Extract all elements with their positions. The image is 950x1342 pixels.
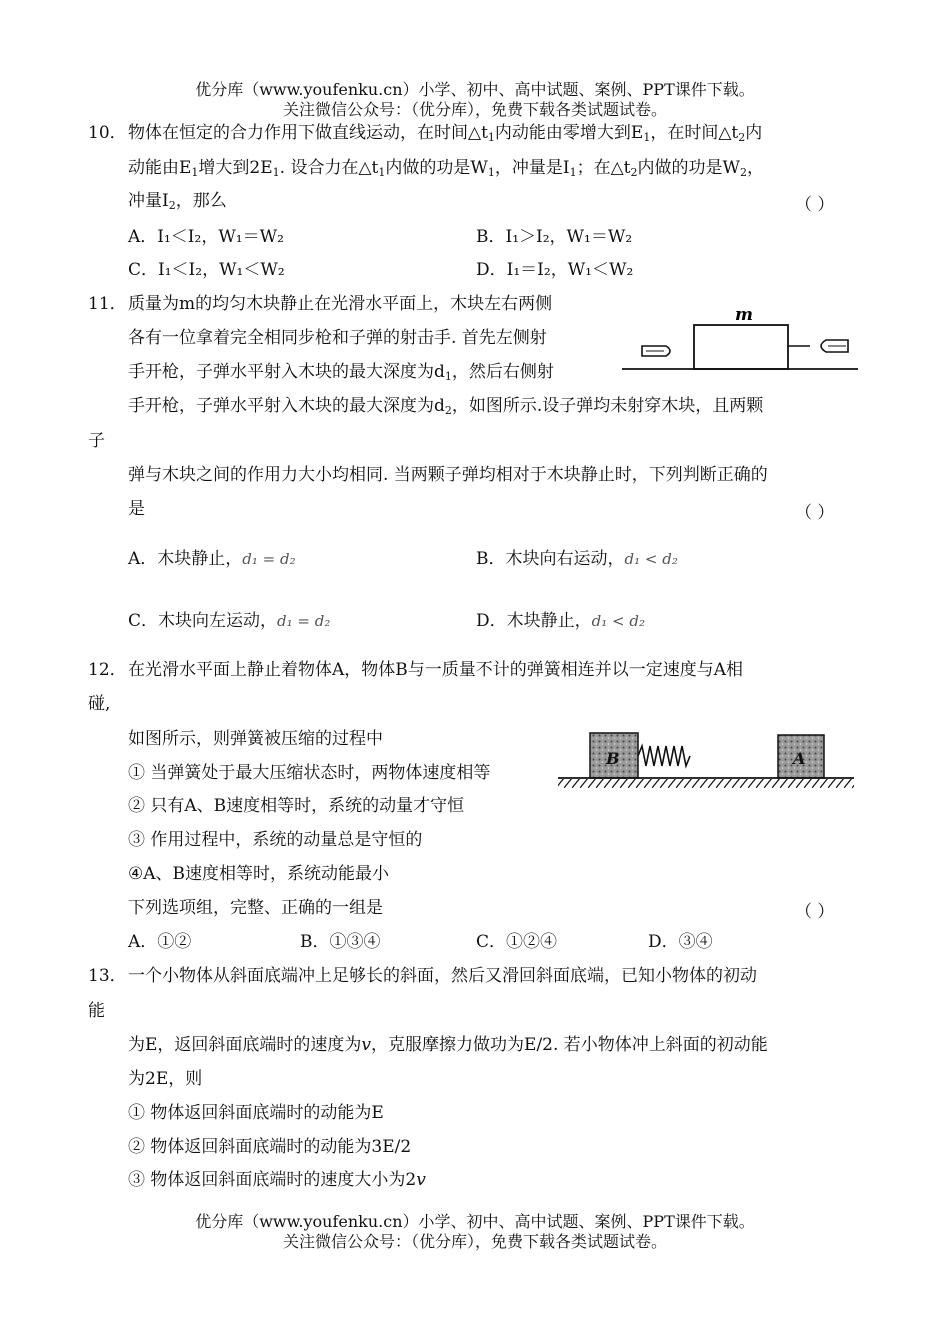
question-text: 质量为m的均匀木块静止在光滑水平面上，木块左右两侧 — [128, 294, 553, 314]
question-text: 子 — [88, 431, 105, 451]
option-a: A．木块静止，d₁ = d₂ — [128, 549, 296, 569]
footer-line-1: 优分库（www.youfenku.cn）小学、初中、高中试题、案例、PPT课件下载。 — [195, 1212, 755, 1231]
question-text: 一个小物体从斜面底端冲上足够长的斜面，然后又滑回斜面底端，已知小物体的初动 — [128, 966, 757, 986]
spring — [638, 746, 690, 766]
option-a: A．I₁＜I₂，W₁＝W₂ — [128, 227, 284, 247]
question-text: 物体在恒定的合力作用下做直线运动，在时间$\triangle t_1$内动能由零增大到$E_1$，在时间$\triangle t_2$内 — [128, 123, 763, 144]
block-bullets-figure — [618, 300, 868, 380]
question-text: 是 — [128, 499, 145, 519]
statement-2: ② 物体返回斜面底端时的动能为3E/2 — [128, 1137, 412, 1157]
option-b: B．木块向右运动，d₁ < d₂ — [476, 549, 678, 569]
answer-bracket: （ ） — [795, 902, 835, 922]
footer-line-2: 关注微信公众号：（优分库），免费下载各类试题试卷。 — [282, 1232, 667, 1251]
statement-1: ① 物体返回斜面底端时的动能为E — [128, 1103, 384, 1123]
question-text: 在光滑水平面上静止着物体A，物体B与一质量不计的弹簧相连并以一定速度与A相 — [128, 660, 744, 680]
statement-4: ④A、B速度相等时，系统动能最小 — [128, 864, 390, 884]
statement-3: ③ 物体返回斜面底端时的速度大小为2v — [128, 1170, 426, 1190]
statement-1: ① 当弹簧处于最大压缩状态时，两物体速度相等 — [128, 763, 491, 783]
question-text: 弹与木块之间的作用力大小均相同. 当两颗子弹均相对于木块静止时，下列判断正确的 — [128, 465, 768, 485]
question-text: 动能由$E_1$增大到$2E_1$. 设合力在$\triangle t_1$内做的功是$W_1$，冲量是$I_1$；在$\triangle t_2$内做的功是$W_2$， — [128, 158, 764, 179]
option-b: B．①③④ — [300, 932, 381, 952]
question-text: 如图所示，则弹簧被压缩的过程中 — [128, 729, 383, 749]
option-c: C．I₁＜I₂，W₁＜W₂ — [128, 260, 285, 280]
question-text: 为E，返回斜面底端时的速度为v，克服摩擦力做功为E/2. 若小物体冲上斜面的初动能 — [128, 1035, 768, 1055]
question-text: 为2E，则 — [128, 1069, 203, 1089]
question-text: 下列选项组，完整、正确的一组是 — [128, 898, 383, 918]
spring-collision-figure — [556, 728, 858, 796]
option-d: D．木块静止，d₁ < d₂ — [476, 611, 645, 631]
wooden-block — [694, 325, 788, 369]
option-d: D．I₁＝I₂，W₁＜W₂ — [476, 260, 634, 280]
question-text: 手开枪，子弹水平射入木块的最大深度为$d_1$，然后右侧射 — [128, 362, 554, 383]
header-line-1: 优分库（www.youfenku.cn）小学、初中、高中试题、案例、PPT课件下载。 — [195, 80, 755, 99]
question-text: 碰, — [88, 694, 111, 714]
question-text: 各有一位拿着完全相同步枪和子弹的射击手. 首先左侧射 — [128, 328, 547, 348]
question-number: 12． — [88, 660, 127, 680]
ground-hatching — [558, 779, 854, 788]
block-a-label: A — [793, 749, 806, 768]
question-number: 13． — [88, 966, 127, 986]
question-text: 能 — [88, 1001, 105, 1021]
option-d: D．③④ — [648, 932, 713, 952]
header-line-2: 关注微信公众号：（优分库），免费下载各类试题试卷。 — [282, 100, 667, 119]
option-c: C．木块向左运动，d₁ = d₂ — [128, 611, 331, 631]
option-b: B．I₁＞I₂，W₁＝W₂ — [476, 227, 633, 247]
answer-bracket: （ ） — [795, 195, 835, 215]
option-c: C．①②④ — [476, 932, 558, 952]
statement-3: ③ 作用过程中，系统的动量总是守恒的 — [128, 830, 423, 850]
answer-bracket: （ ） — [795, 503, 835, 523]
statement-2: ② 只有A、B速度相等时，系统的动量才守恒 — [128, 796, 465, 816]
block-b-label: B — [606, 749, 620, 768]
question-text: 冲量$I_2$，那么 — [128, 191, 227, 212]
question-number: 10． — [88, 123, 127, 143]
question-number: 11． — [88, 294, 127, 314]
mass-label: m — [735, 305, 753, 325]
question-text: 手开枪，子弹水平射入木块的最大深度为$d_2$，如图所示.设子弹均未射穿木块，且两颗 — [128, 396, 764, 417]
option-a: A．①② — [128, 932, 192, 952]
